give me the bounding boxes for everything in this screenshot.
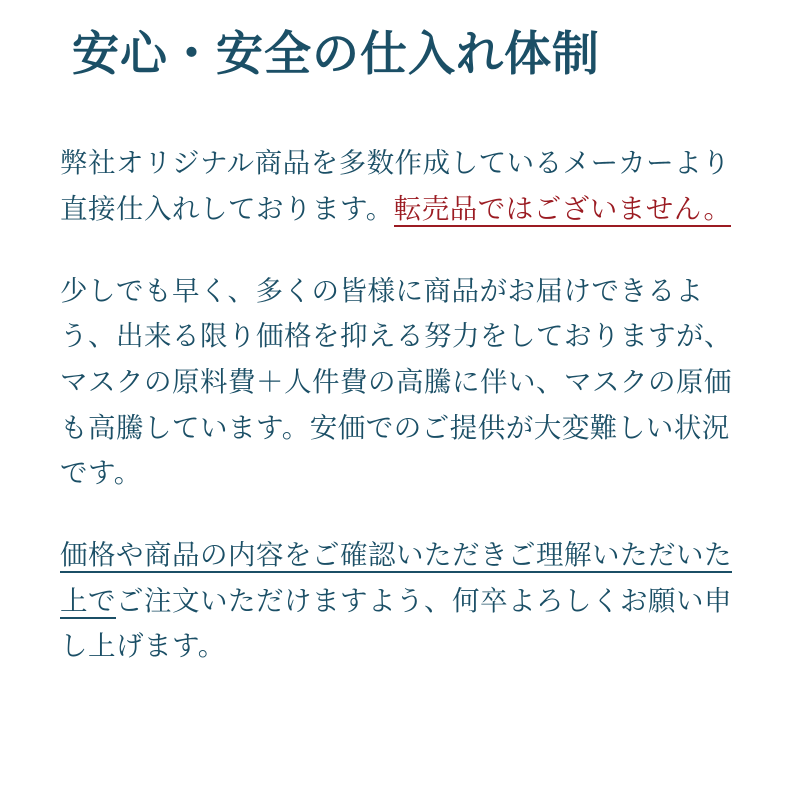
paragraph-request-statement — [60, 532, 756, 669]
supply-statement-emphasis: 転売品ではございません。 — [394, 193, 732, 227]
document-body — [60, 140, 756, 668]
paragraph-pricing-statement — [60, 268, 756, 496]
request-statement-underlined: 価格や商品の内容をご確認いただきご理解いただいた上で — [60, 539, 732, 619]
page-title: 安心・安全の仕入れ体制 — [72, 27, 600, 80]
paragraph-supply-statement — [60, 140, 756, 231]
pricing-statement-text: 少しでも早く、多くの皆様に商品がお届けできるよう、出来る限り価格を抑える努力をしておりますが、マスクの原料費＋人件費の高騰に伴い、マスクの原価も高騰しています。安価でのご提供が大変難しい状況です。 — [60, 274, 732, 489]
request-statement-text: ご注文いただけますよう、何卒よろしくお願い申し上げます。 — [60, 584, 732, 662]
supply-statement-text: 弊社オリジナル商品を多数作成しているメーカーより直接仕入れしております。 — [60, 147, 731, 225]
